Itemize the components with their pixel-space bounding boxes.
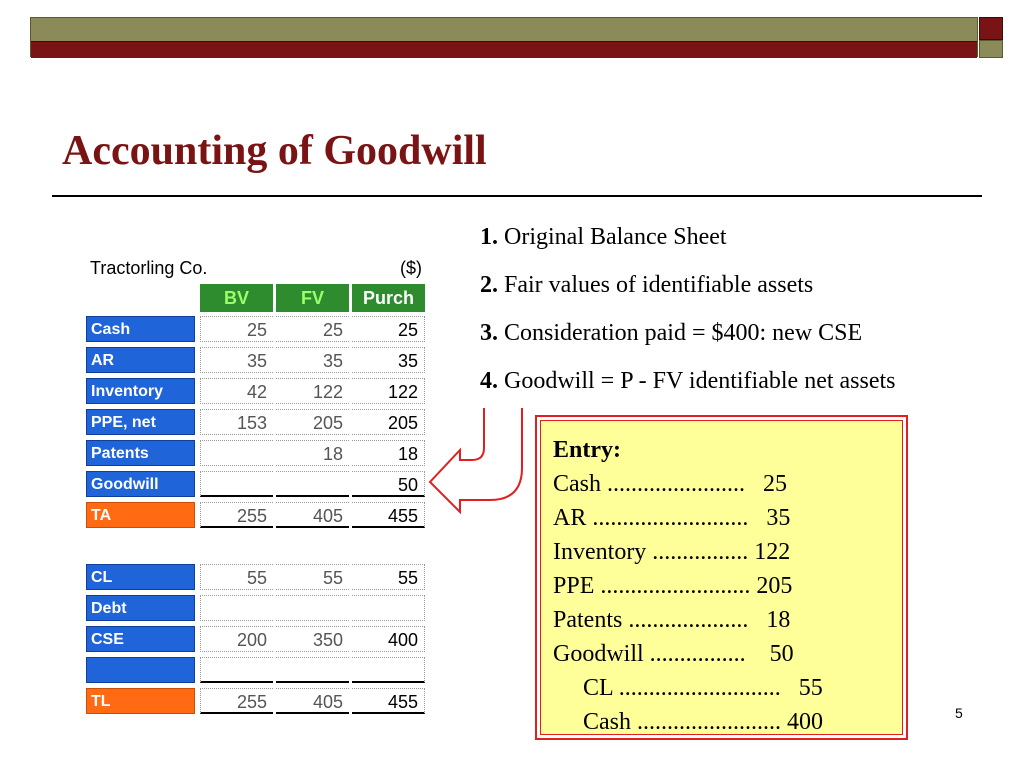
- cell-fv: 18: [276, 440, 349, 466]
- entry-line: CL ........................... 55: [553, 675, 823, 701]
- cell-purch: 25: [352, 316, 425, 342]
- header-fv: FV: [276, 284, 349, 312]
- cell-purch: 55: [352, 564, 425, 590]
- cell-purch: 205: [352, 409, 425, 435]
- cell-fv: 405: [276, 502, 349, 528]
- bullet-number: 4.: [480, 368, 498, 394]
- entry-line: Goodwill ................ 50: [553, 641, 794, 667]
- cell-fv: 405: [276, 688, 349, 714]
- bullet-text: Consideration paid = $400: new CSE: [504, 320, 863, 346]
- header-purch: Purch: [352, 284, 425, 312]
- cell-fv: 55: [276, 564, 349, 590]
- cell-bv: 200: [200, 626, 273, 652]
- row-label: PPE, net: [86, 409, 195, 435]
- slide-title: Accounting of Goodwill: [62, 128, 487, 174]
- row-label: Goodwill: [86, 471, 195, 497]
- bullet-text: Goodwill = P - FV identifiable net assets: [504, 368, 896, 394]
- bullet-number: 3.: [480, 320, 498, 346]
- unit-label: ($): [400, 258, 422, 278]
- row-label: Inventory: [86, 378, 195, 404]
- cell-bv: 255: [200, 688, 273, 714]
- entry-line: Cash ........................ 400: [553, 709, 823, 735]
- header-bv: BV: [200, 284, 273, 312]
- cell-bv: 153: [200, 409, 273, 435]
- row-label: TL: [86, 688, 195, 714]
- page-number: 5: [955, 705, 963, 721]
- row-label: AR: [86, 347, 195, 373]
- entry-line: AR .......................... 35: [553, 505, 791, 531]
- row-label: Debt: [86, 595, 195, 621]
- entry-line: Cash ....................... 25: [553, 471, 787, 497]
- bullet-number: 2.: [480, 272, 498, 298]
- entry-heading: Entry:: [553, 437, 621, 463]
- cell-purch: 455: [352, 688, 425, 714]
- cell-bv: 255: [200, 502, 273, 528]
- cell-purch: 35: [352, 347, 425, 373]
- cell-fv: 25: [276, 316, 349, 342]
- entry-line: Patents .................... 18: [553, 607, 791, 633]
- row-label: CSE: [86, 626, 195, 652]
- entry-line: PPE ......................... 205: [553, 573, 793, 599]
- journal-entry-box: [535, 415, 908, 740]
- cell-bv: 55: [200, 564, 273, 590]
- cell-purch: 400: [352, 626, 425, 652]
- bullet-number: 1.: [480, 224, 498, 250]
- entry-line: Inventory ................ 122: [553, 539, 791, 565]
- cell-bv: 42: [200, 378, 273, 404]
- cell-purch: 50: [352, 471, 425, 497]
- cell-purch: 18: [352, 440, 425, 466]
- company-name: Tractorling Co.: [90, 258, 208, 278]
- bullet-text: Fair values of identifiable assets: [504, 272, 814, 298]
- cell-bv: 35: [200, 347, 273, 373]
- row-label: Patents: [86, 440, 195, 466]
- cell-fv: 205: [276, 409, 349, 435]
- journal-entry-content: [540, 420, 903, 735]
- cell-fv: 35: [276, 347, 349, 373]
- cell-bv: 25: [200, 316, 273, 342]
- row-label: TA: [86, 502, 195, 528]
- row-label: Cash: [86, 316, 195, 342]
- cell-fv: 122: [276, 378, 349, 404]
- row-label: CL: [86, 564, 195, 590]
- bullet-text: Original Balance Sheet: [504, 224, 727, 250]
- cell-fv: 350: [276, 626, 349, 652]
- cell-purch: 455: [352, 502, 425, 528]
- cell-purch: 122: [352, 378, 425, 404]
